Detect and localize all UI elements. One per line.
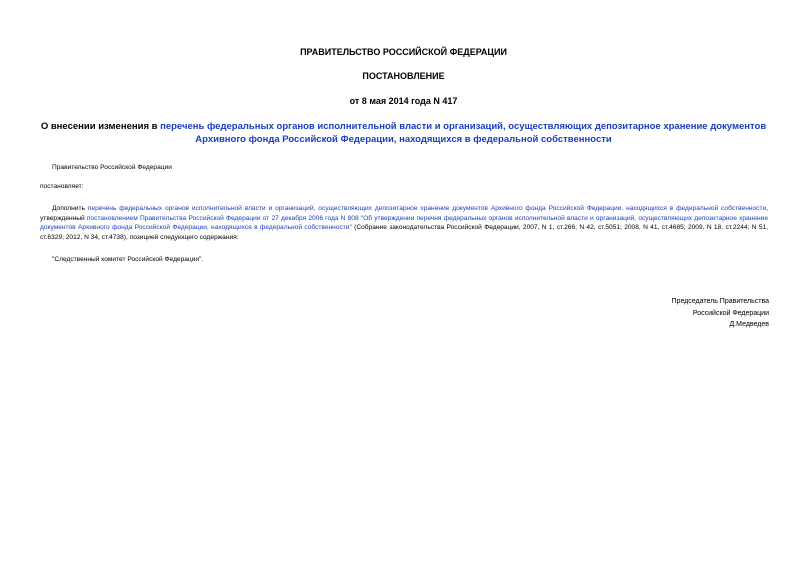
new-position-quote: "Следственный комитет Российской Федерации". xyxy=(52,256,204,263)
title-prefix: О внесении изменения в xyxy=(40,121,161,132)
document-type: ПОСТАНОВЛЕНИЕ xyxy=(362,71,445,81)
signature-block xyxy=(672,296,769,331)
document-title xyxy=(30,121,777,146)
p1-text-3: (Собрание законодательства Российской Федерации, 2007, N 1, ст.266; N 42, ст.5051; 2008, N 41, ст.4685; 2009, N 18, ст.2244; N 51, ст.6329; 2012, N 34, ст.4738), позицией следующего содержания: xyxy=(40,224,768,241)
document-date: от 8 мая 2014 года N 417 xyxy=(349,96,458,106)
signature-org: Российской Федерации xyxy=(692,309,769,317)
signature-title: Председатель Правительства xyxy=(671,298,769,305)
decree-word: постановляет: xyxy=(40,183,84,190)
title-list-link[interactable]: перечень федеральных органов исполнительной власти и организаций, осуществляющих депозитарное хранение документов Архивного фонда Российской Федерации, находящихся в федеральной собственности xyxy=(160,121,767,145)
signature-name: Д.Медведев xyxy=(729,321,769,328)
intro-paragraph: Правительство Российской Федерации xyxy=(52,164,172,171)
p1-text-2: , утвержденный xyxy=(40,205,769,222)
main-paragraph xyxy=(40,204,768,242)
decree-808-link[interactable]: постановлением Правительства Российской Федерации от 27 декабря 2006 года N 808 "Об утверждении перечня федеральных органов исполнительной власти и организаций, осуществляющих депозитарное хранение документов Архивного фонда Российской Федерации, находящихся в федеральной собственности" xyxy=(40,214,768,232)
list-link[interactable]: перечень федеральных органов исполнительной власти и организаций, осуществляющих депозитарное хранение документов Архивного фонда Российской Федерации, находящихся в федеральной собственности xyxy=(87,205,767,212)
government-header: ПРАВИТЕЛЬСТВО РОССИЙСКОЙ ФЕДЕРАЦИИ xyxy=(300,47,507,57)
p1-text-1: Дополнить xyxy=(52,205,88,212)
